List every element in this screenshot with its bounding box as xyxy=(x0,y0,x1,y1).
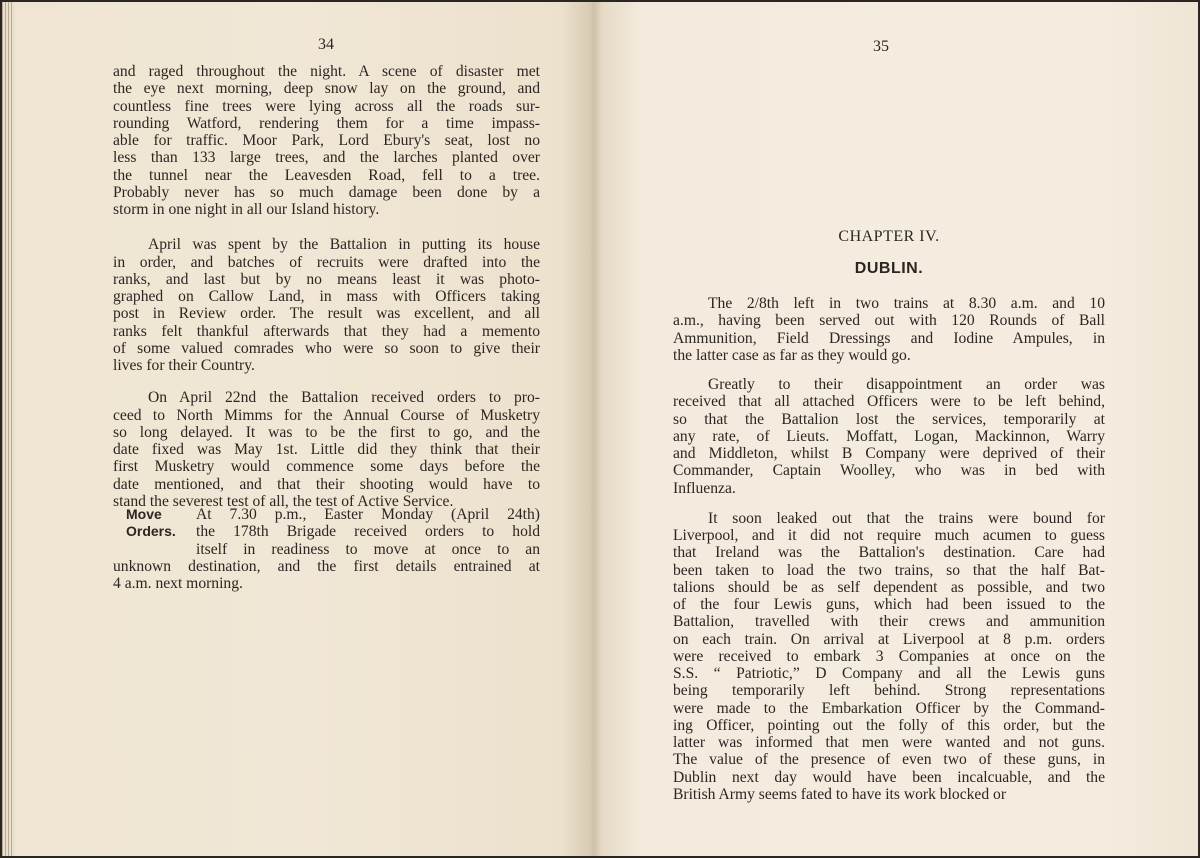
text-line: the 178th Brigade received orders to hold xyxy=(196,523,540,541)
text-line: date mentioned, and that their shooting would have to xyxy=(113,475,540,493)
text-line: of some valued comrades who were so soon to give their xyxy=(113,339,540,357)
paragraph xyxy=(113,236,540,374)
text-line: itself in readiness to move at once to an xyxy=(196,540,540,558)
text-line: so long delayed. It was to be the first to go, and the xyxy=(113,423,540,441)
text-line: Ammunition, Field Dressings and Iodine Ampules, in xyxy=(673,329,1105,347)
text-line: Influenza. xyxy=(673,479,736,497)
text-line: that Ireland was the Battalion's destination. Care had xyxy=(673,544,1105,562)
text-line: rounding Watford, rendering them for a time impass- xyxy=(113,114,540,132)
text-line: storm in one night in all our Island history. xyxy=(113,201,380,218)
text-line: been taken to load the two trains, so that the half Bat- xyxy=(673,561,1105,579)
text-line: less than 133 large trees, and the larches planted over xyxy=(113,149,540,167)
text-line: post in Review order. The result was excellent, and all xyxy=(113,305,540,323)
left-page-text xyxy=(113,63,540,510)
text-line: ceed to North Mimms for the Annual Course of Musketry xyxy=(113,406,540,424)
text-line: so that the Battalion lost the services, temporarily at xyxy=(673,410,1105,428)
page-edges xyxy=(2,2,14,856)
text-line: stand the severest test of all, the test of Active Service. xyxy=(113,492,454,510)
text-line: first Musketry would commence some days before the xyxy=(113,458,540,476)
chapter-heading: CHAPTER IV. xyxy=(838,228,940,245)
paragraph xyxy=(113,389,540,510)
text-line: the latter case as far as they would go. xyxy=(673,346,911,364)
text-line: were made to the Embarkation Officer by the Command- xyxy=(673,699,1105,717)
paragraph xyxy=(673,510,1105,803)
chapter-title: DUBLIN. xyxy=(854,260,924,277)
text-line: on each train. On arrival at Liverpool at 8 p.m. orders xyxy=(673,630,1105,648)
text-line: ranks, and last but by no means least it was photo- xyxy=(113,270,540,288)
text-line: a.m., having been served out with 120 Rounds of Ball xyxy=(673,312,1105,330)
text-line: British Army seems fated to have its work blocked or xyxy=(673,785,1007,803)
text-line: were received to embark 3 Companies at once on the xyxy=(673,647,1105,665)
text-line: Commander, Captain Woolley, who was in bed with xyxy=(673,462,1105,480)
text-line: On April 22nd the Battalion received orders to pro- xyxy=(148,389,540,407)
text-line: ing Officer, pointing out the folly of this order, but the xyxy=(673,716,1105,734)
text-line: Dublin next day would have been incalcuable, and the xyxy=(673,768,1105,786)
text-line: any rate, of Lieuts. Moffatt, Logan, Mackinnon, Warry xyxy=(673,427,1105,445)
text-line: unknown destination, and the first details entrained at xyxy=(113,557,540,575)
paragraph xyxy=(673,295,1105,364)
text-line: in order, and batches of recruits were drafted into the xyxy=(113,253,540,271)
paragraph xyxy=(673,376,1105,497)
left-page-number: 34 xyxy=(318,36,334,53)
paragraph xyxy=(113,63,540,218)
text-line: April was spent by the Battalion in putting its house xyxy=(148,236,540,254)
text-line: and Middleton, whilst B Company were deprived of their xyxy=(673,445,1105,462)
text-line: Greatly to their disappointment an order was xyxy=(708,376,1105,393)
text-line: At 7.30 p.m., Easter Monday (April 24th) xyxy=(196,506,540,523)
text-line: date fixed was May 1st. Little did they think that their xyxy=(113,441,540,458)
text-line: the eye next morning, deep snow lay on the ground, and xyxy=(113,80,540,98)
move-orders-text xyxy=(113,506,540,592)
text-line: able for traffic. Moor Park, Lord Ebury's seat, lost no xyxy=(113,132,540,149)
text-line: received that all attached Officers were to be left behind, xyxy=(673,393,1105,411)
text-line: ranks felt thankful afterwards that they had a memento xyxy=(113,322,540,340)
right-page-number: 35 xyxy=(873,38,889,55)
text-line: lives for their Country. xyxy=(113,357,255,374)
text-line: latter was informed that men were wanted and not guns. xyxy=(673,734,1105,751)
text-line: and raged throughout the night. A scene of disaster met xyxy=(113,63,540,80)
text-line: Probably never has so much damage been done by a xyxy=(113,183,540,201)
right-page-text xyxy=(673,295,1105,803)
sidenote-line: Move xyxy=(126,506,162,522)
text-line: Liverpool, and it did not require much acumen to guess xyxy=(673,527,1105,544)
text-line: graphed on Callow Land, in mass with Officers taking xyxy=(113,288,540,305)
text-line: The 2/8th left in two trains at 8.30 a.m. and 10 xyxy=(708,295,1105,312)
text-line: of the four Lewis guns, which had been issued to the xyxy=(673,596,1105,613)
text-line: talions should be as self dependent as possible, and two xyxy=(673,578,1105,596)
text-line: It soon leaked out that the trains were bound for xyxy=(708,509,1105,527)
sidenote-line: Orders. xyxy=(126,523,176,540)
text-line: being temporarily left behind. Strong representations xyxy=(673,682,1105,700)
text-line: the tunnel near the Leavesden Road, fell to a tree. xyxy=(113,166,540,184)
text-line: S.S. “ Patriotic,” D Company and all the Lewis guns xyxy=(673,665,1105,682)
text-line: 4 a.m. next morning. xyxy=(113,575,243,592)
text-line: The value of the presence of even two of these guns, in xyxy=(673,751,1105,769)
text-line: Battalion, travelled with their crews and ammunition xyxy=(673,613,1105,631)
text-line: countless fine trees were lying across all the roads sur- xyxy=(113,97,540,115)
